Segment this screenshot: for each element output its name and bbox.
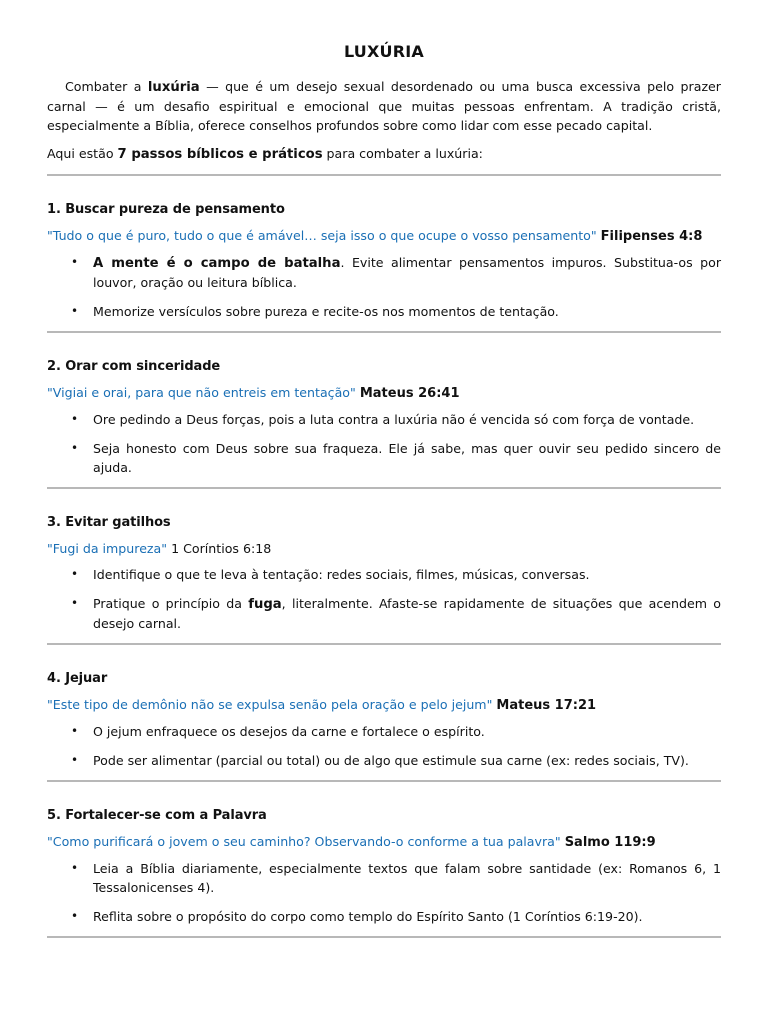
section-title: 5. Fortalecer-se com a Palavra — [47, 808, 267, 823]
bullet-icon: • — [71, 441, 79, 455]
verse-reference: Filipenses 4:8 — [600, 229, 703, 244]
verse-reference: 1 Coríntios 6:18 — [171, 541, 272, 556]
document-title: LUXÚRIA — [343, 42, 424, 61]
quote-open: " — [47, 697, 53, 712]
verse-line — [47, 832, 721, 852]
intro-text-b: — que é um desejo sexual desordenado ou uma busca excessiva pelo prazer carnal — é um desafio espiritual e emocional que muitas pessoas enfrentam. A tradição cristã, especialmente a Bíblia, oferece conselhos profundos sobre como lidar com esse pecado capital. — [47, 79, 721, 133]
bullet-emphasis: fuga — [248, 597, 282, 612]
bullet-icon: • — [71, 753, 79, 767]
list-item — [71, 859, 721, 897]
bullet-text: Reflita sobre o propósito do corpo como templo do Espírito Santo (1 Coríntios 6:19-20). — [93, 909, 643, 924]
verse-text: Tudo o que é puro, tudo o que é amável… seja isso o que ocupe o vosso pensamento — [52, 228, 591, 243]
verse-line — [47, 383, 721, 403]
section-divider — [47, 174, 721, 176]
bullet-icon: • — [71, 567, 79, 581]
verse-text: Vigiai e orai, para que não entreis em tentação — [52, 385, 351, 400]
list-item — [71, 410, 721, 429]
intro-text-a: Combater a — [65, 79, 148, 94]
bullet-list — [47, 565, 721, 633]
lead-text-a: Aqui estão — [47, 146, 118, 161]
verse-reference: Salmo 119:9 — [564, 835, 656, 850]
section-title: 4. Jejuar — [47, 671, 108, 686]
section-divider — [47, 936, 721, 938]
bullet-text: Pode ser alimentar (parcial ou total) ou de algo que estimule sua carne (ex: redes sociais, TV). — [93, 753, 689, 768]
verse-text: Este tipo de demônio não se expulsa senão pela oração e pelo jejum — [52, 697, 487, 712]
verse-reference: Mateus 17:21 — [496, 698, 597, 713]
section-divider — [47, 780, 721, 782]
bullet-icon: • — [71, 909, 79, 923]
list-item — [71, 594, 721, 633]
section-1 — [47, 202, 721, 321]
bullet-text: . Evite alimentar pensamentos impuros. Substitua-os por louvor, oração ou leitura bíblica. — [93, 255, 721, 290]
list-item — [71, 439, 721, 477]
verse-line — [47, 539, 721, 558]
bullet-list — [47, 859, 721, 926]
bullet-text-tail: , literalmente. Afaste-se rapidamente de situações que acendem o desejo carnal. — [93, 596, 721, 631]
bullet-icon: • — [71, 304, 79, 318]
bullet-icon: • — [71, 861, 79, 875]
list-item — [71, 302, 721, 321]
verse-reference: Mateus 26:41 — [359, 386, 460, 401]
verse-line — [47, 695, 721, 715]
bullet-list — [47, 722, 721, 770]
list-item — [71, 565, 721, 584]
list-item — [71, 751, 721, 770]
verse-text: Como purificará o jovem o seu caminho? Observando-o conforme a tua palavra — [52, 834, 555, 849]
section-title: 3. Evitar gatilhos — [47, 515, 171, 530]
lead-emphasis: 7 passos bíblicos e práticos — [117, 147, 323, 162]
section-divider — [47, 643, 721, 645]
quote-close: " — [554, 834, 561, 849]
bullet-icon: • — [71, 724, 79, 738]
verse-text: Fugi da impureza — [52, 541, 162, 556]
bullet-text: Pratique o princípio da — [93, 596, 249, 611]
bullet-text: Seja honesto com Deus sobre sua fraqueza. Ele já sabe, mas quer ouvir seu pedido sincero de ajuda. — [93, 441, 721, 475]
intro-paragraph — [47, 77, 721, 135]
section-title: 1. Buscar pureza de pensamento — [47, 202, 285, 217]
bullet-list — [47, 410, 721, 477]
bullet-emphasis: A mente é o campo de batalha — [93, 256, 341, 271]
lead-text-b: para combater a luxúria: — [322, 146, 483, 161]
bullet-text: Ore pedindo a Deus forças, pois a luta contra a luxúria não é vencida só com força de vontade. — [93, 412, 695, 427]
section-5 — [47, 808, 721, 926]
bullet-text: O jejum enfraquece os desejos da carne e fortalece o espírito. — [93, 724, 485, 739]
quote-close: " — [590, 228, 597, 243]
list-item — [71, 722, 721, 741]
quote-open: " — [47, 834, 53, 849]
section-4 — [47, 671, 721, 770]
quote-close: " — [161, 541, 168, 556]
section-divider — [47, 487, 721, 489]
quote-close: " — [486, 697, 493, 712]
bullet-icon: • — [71, 596, 79, 610]
bullet-icon: • — [71, 412, 79, 426]
bullet-icon: • — [71, 255, 79, 269]
list-item — [71, 253, 721, 292]
quote-close: " — [350, 385, 356, 400]
section-title: 2. Orar com sinceridade — [47, 359, 221, 374]
intro-keyword: luxúria — [147, 80, 200, 95]
list-item — [71, 907, 721, 926]
bullet-text: Leia a Bíblia diariamente, especialmente textos que falam sobre santidade (ex: Romanos 6, 1 Tessalonicenses 4). — [93, 861, 721, 895]
section-divider — [47, 331, 721, 333]
quote-open: " — [47, 541, 53, 556]
bullet-text: Identifique o que te leva à tentação: redes sociais, filmes, músicas, conversas. — [93, 567, 590, 582]
bullet-text: Memorize versículos sobre pureza e recite-os nos momentos de tentação. — [93, 304, 559, 319]
bullet-list — [47, 253, 721, 321]
verse-line — [47, 226, 721, 246]
quote-open: " — [47, 385, 53, 400]
section-3 — [47, 515, 721, 633]
quote-open: " — [47, 228, 53, 243]
lead-paragraph — [47, 144, 721, 164]
section-2 — [47, 359, 721, 477]
